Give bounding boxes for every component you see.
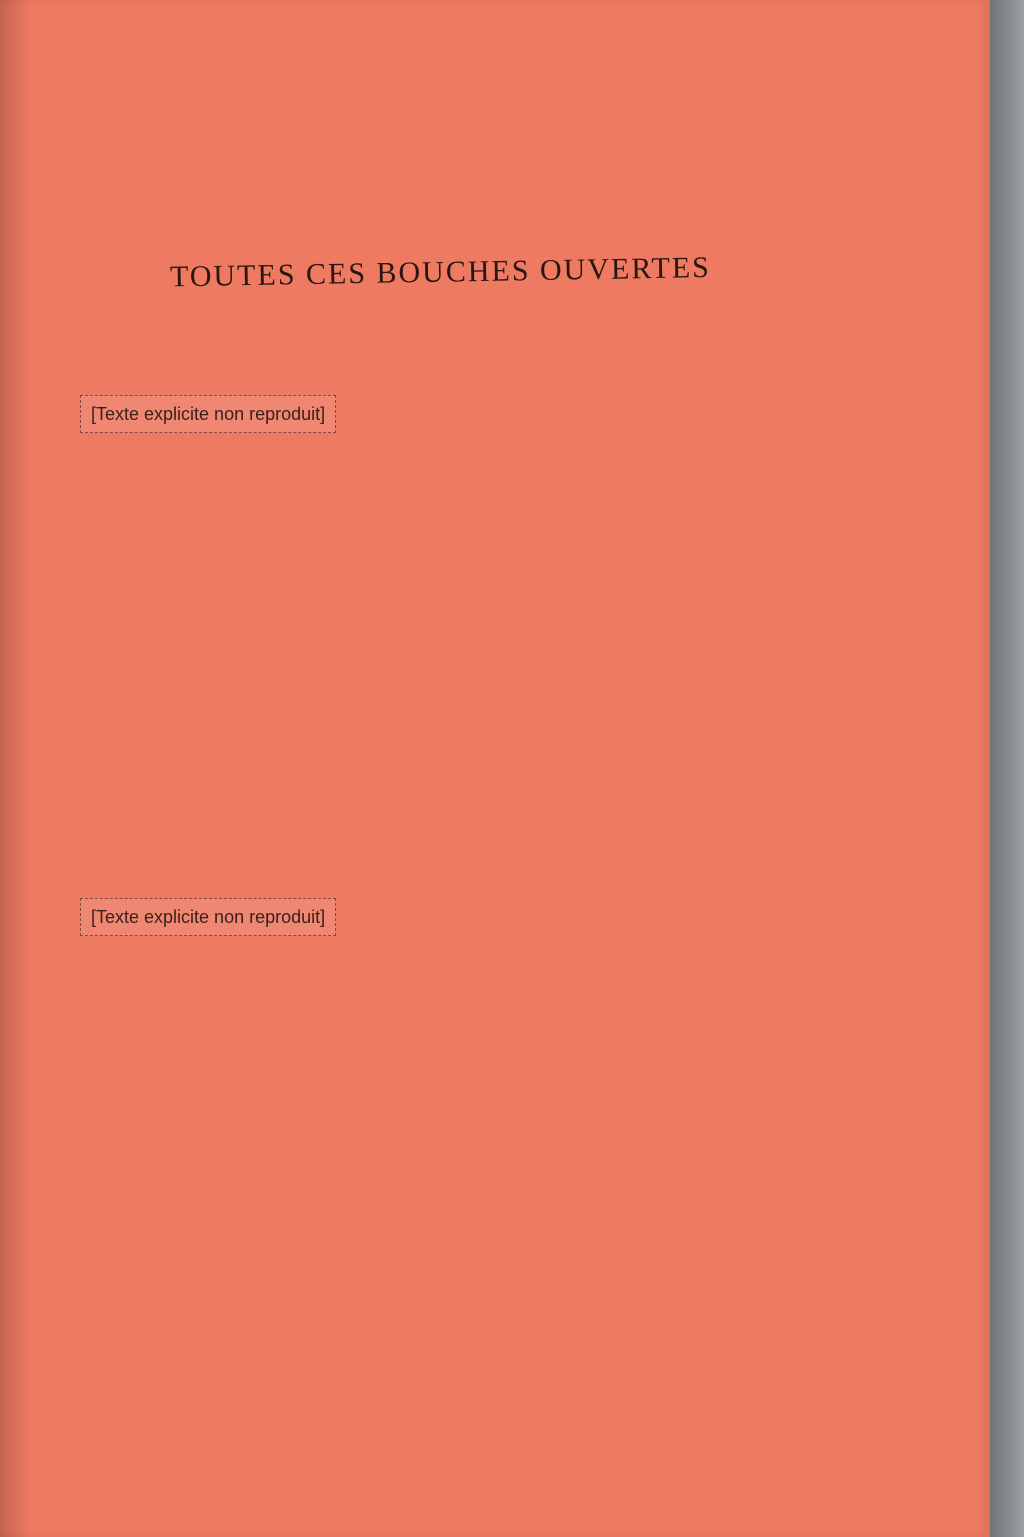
redacted-paragraph-1: [Texte explicite non reproduit] (80, 395, 336, 433)
book-edge (990, 0, 1024, 1537)
paragraph-2 (80, 895, 930, 936)
page-gutter-shadow (0, 0, 30, 1537)
chapter-heading: TOUTES CES BOUCHES OUVERTES (169, 250, 712, 294)
redacted-paragraph-2: [Texte explicite non reproduit] (80, 898, 336, 936)
paragraph-1 (80, 395, 880, 433)
